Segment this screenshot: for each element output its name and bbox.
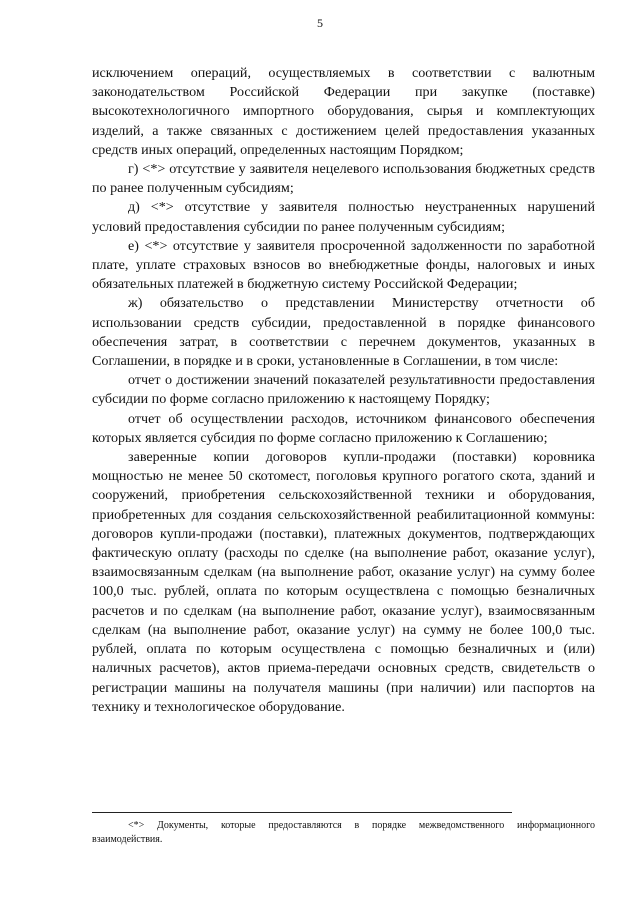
footnote: <*> Документы, которые предоставляются в порядке межведомственного информационного взаимодействия. xyxy=(92,820,595,845)
document-body xyxy=(92,64,595,717)
paragraph-item-e: е) <*> отсутствие у заявителя просроченной задолженности по заработной плате, уплате страховых взносов во внебюджетные фонды, налоговых и иных обязательных платежей в бюджетную систему Российской Федерации; xyxy=(92,237,595,293)
paragraph-performance-report: отчет о достижении значений показателей результативности предоставления субсидии по форме согласно приложению к настоящему Порядку; xyxy=(92,372,595,408)
paragraph-certified-copies: заверенные копии договоров купли-продажи (поставки) коровника мощностью не менее 50 скотомест, поголовья крупного рогатого скота, зданий и сооружений, приобретения сельскохозяйственной техники и оборудования, приобретенных для создания сельскохозяйственной реабилитационной коммуны: договоров купли-продажи (поставки), платежных документов, подтверждающих фактическую оплату (расходы по сделке (на выполнение работ, оказание услуг), взаимосвязанным сделкам (на выполнение работ, оказание услуг) на сумму более 100,0 тыс. рублей, оплата по которым осуществлена с помощью безналичных расчетов и по сделкам (на выполнение работ, оказание услуг), взаимосвязанным сделкам (на выполнение работ, оказание услуг) на сумму не более 100,0 тыс. рублей, оплата по которым осуществлена с помощью безналичных и (или) наличных расчетов), актов приема-передачи основных средств, свидетельств о регистрации машины на получателя машины (при наличии) или паспортов на технику и технологическое оборудование. xyxy=(92,449,595,715)
paragraph-exceptions-continuation: исключением операций, осуществляемых в соответствии с валютным законодательством Российской Федерации при закупке (поставке) высокотехнологичного импортного оборудования, сырья и комплектующих изделий, а также связанных с достижением целей предоставления указанных средств иных операций, определенных настоящим Порядком; xyxy=(92,65,595,158)
paragraph-item-zh: ж) обязательство о представлении Министерству отчетности об использовании средств субсидии, предоставленной в порядке финансового обеспечения затрат, в соответствии с перечнем документов, указанных в Соглашении, в порядке и в сроки, установленные в Соглашении, в том числе: xyxy=(92,295,595,370)
paragraph-item-d: д) <*> отсутствие у заявителя полностью неустраненных нарушений условий предоставления субсидии по ранее полученным субсидиям; xyxy=(92,199,595,235)
footnote-divider xyxy=(92,812,512,813)
page-number: 5 xyxy=(317,16,323,30)
paragraph-item-g: г) <*> отсутствие у заявителя нецелевого использования бюджетных средств по ранее полученным субсидиям; xyxy=(92,161,595,197)
paragraph-expense-report: отчет об осуществлении расходов, источником финансового обеспечения которых является субсидия по форме согласно приложению к Соглашению; xyxy=(92,410,595,446)
